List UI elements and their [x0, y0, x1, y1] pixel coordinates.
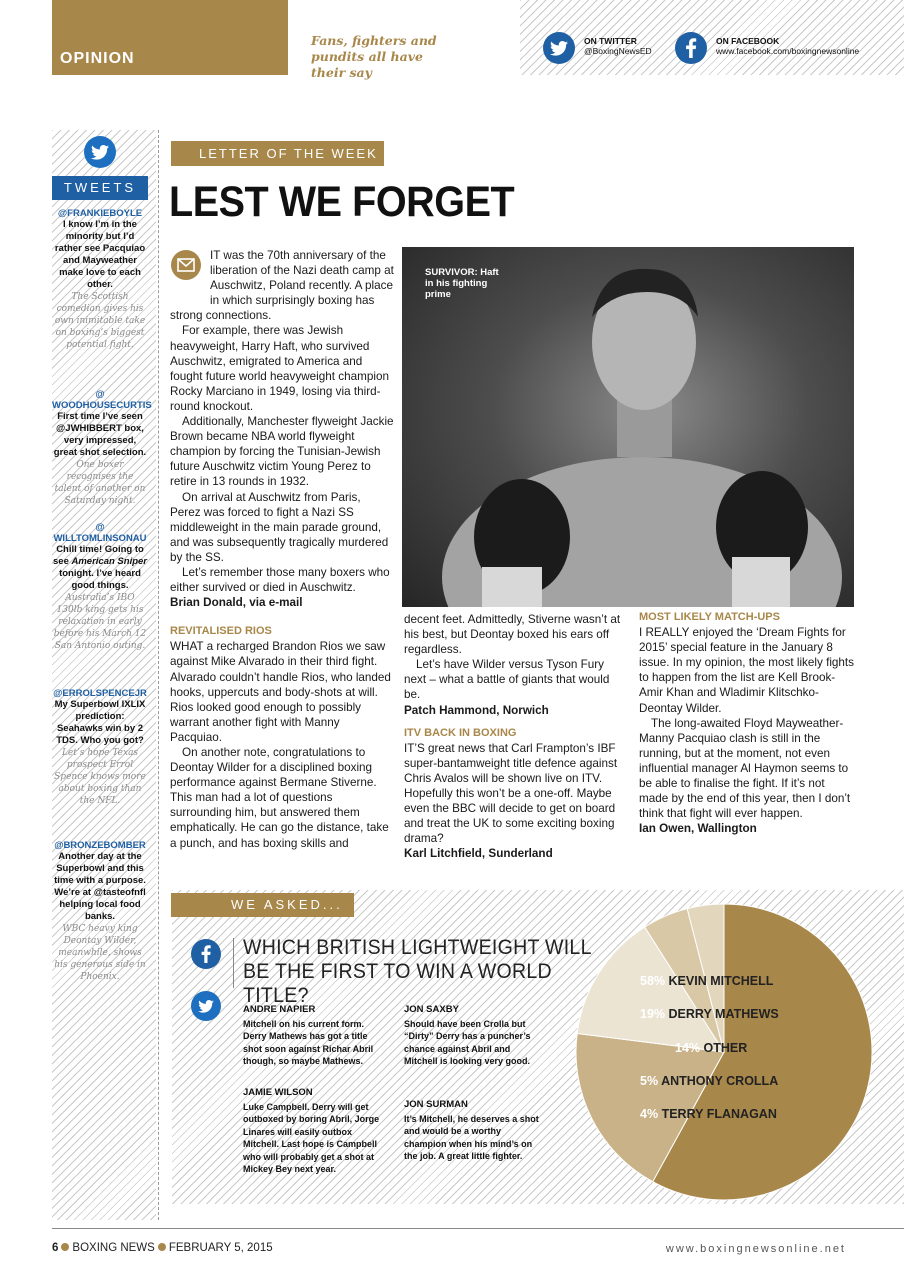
twitter-title: ON TWITTER	[584, 36, 637, 46]
tweet-note: Australia’s IBO 130lb king gets his relaxation in early before his March 12 San Antonio outing.	[53, 593, 147, 651]
letter-paragraph: Let’s remember those many boxers who either survived or died in Auschwitz.	[170, 565, 390, 595]
poll-percent: 5%	[640, 1074, 659, 1088]
letter-paragraph: decent feet. Admittedly, Stiverne wasn’t at his best, but Deontay boxed his ears off regardless.	[404, 613, 621, 657]
tweet-note: WBC heavy king Deontay Wilder, meanwhile, shows his generous side in Phoenix.	[54, 924, 146, 982]
facebook-badge[interactable]	[675, 32, 707, 64]
poll-answer	[404, 1099, 544, 1163]
publication-name: BOXING NEWS	[72, 1242, 155, 1254]
poll-question: WHICH BRITISH LIGHTWEIGHT WILL BE THE FIRST TO WIN A WORLD TITLE?	[243, 936, 591, 1007]
letter-paragraph: Let’s have Wilder versus Tyson Fury next – what a battle of giants that would be.	[404, 658, 610, 702]
poll-question-rule	[233, 938, 234, 988]
letter-paragraph: I REALLY enjoyed the ‘Dream Fights for 2015’ special feature in the January 8 issue. In my opinion, the most likely fights to happen from the list are Kell Brook-Amir Khan and Wladimir Klitschko-Deontay Wilder.	[639, 626, 855, 715]
tweet-card	[52, 522, 148, 652]
section-heading: MOST LIKELY MATCH-UPS	[639, 611, 780, 623]
tweet-text: I know I’m in the minority but I’d rather see Pacquiao and Mayweather make love to each other.	[54, 219, 146, 290]
poll-percent: 4%	[640, 1107, 659, 1121]
facebook-icon	[675, 32, 707, 64]
letter-paragraph: The long-awaited Floyd Mayweather-Manny Pacquiao clash is still in the running, but at the moment, not even influential manager Al Haymon seems to be able to finalise the fight. If it’s not made by the end of this year, then I don’t think that fight will ever happen.	[639, 716, 851, 821]
poll-answer-name: JON SAXBY	[404, 1004, 459, 1015]
poll-legend-row	[636, 1103, 796, 1125]
poll-percent: 14%	[675, 1041, 701, 1055]
footer-dot	[158, 1243, 166, 1251]
footer-rule	[52, 1228, 904, 1229]
tweet-text: My Superbowl IXLIX prediction: Seahawks win by 2 TDS. Who you got?	[54, 699, 146, 746]
tweet-card	[52, 840, 148, 983]
tweet-text-film: American Sniper	[71, 556, 147, 567]
poll-candidate: OTHER	[703, 1041, 748, 1055]
section-heading: ITV BACK IN BOXING	[404, 726, 517, 739]
letter-signature: Brian Donald, via e-mail	[170, 596, 303, 610]
tweet-text: Another day at the Superbowl and this time with a purpose. We’re at @tasteofnfl helping local food banks.	[54, 851, 146, 922]
photo-caption: SURVIVOR: Haft in his fighting prime	[425, 267, 499, 300]
poll-answer-name: JAMIE WILSON	[243, 1087, 313, 1098]
poll-legend-row	[671, 1037, 831, 1059]
tweet-note: Let’s hope Texas prospect Errol Spence knows more about boxing than the NFL.	[54, 748, 146, 806]
poll-percent: 19%	[640, 1007, 666, 1021]
letter-paragraph: Additionally, Manchester flyweight Jackie Brown became NBA world flyweight champion by forcing the Tunisian-Jewish future Auschwitz victim Young Perez to retire in 13 rounds in 1932.	[170, 415, 394, 489]
boxer-silhouette	[402, 247, 854, 607]
tweet-text: First time I’ve seen @JWHIBBERT box, very impressed, great shot selection.	[53, 411, 147, 458]
poll-answer	[404, 1004, 544, 1068]
section-heading: REVITALISED RIOS	[170, 625, 272, 638]
tweet-handle[interactable]: @ WILLTOMLINSONAU	[53, 522, 147, 544]
sidebar-twitter-icon-wrap	[84, 136, 116, 168]
letter-column	[170, 248, 394, 851]
letter-of-week-tab: LETTER OF THE WEEK	[171, 141, 384, 166]
tweet-note: The Scottish comedian gives his own inimitable take on boxing’s biggest potential fight.	[54, 292, 146, 350]
poll-answer-name: ANDRE NAPIER	[243, 1004, 316, 1015]
tweet-note: One boxer recognises the talent of another on Saturday night.	[54, 460, 146, 506]
tweet-text-post: tonight. I’ve heard good things.	[59, 568, 141, 591]
twitter-badge[interactable]	[543, 32, 575, 64]
tweet-handle[interactable]: @ERROLSPENCEJR	[53, 688, 147, 699]
tweet-handle[interactable]: @ WOODHOUSECURTIS	[52, 389, 152, 411]
section-tagline: Fans, fighters and pundits all have their say	[311, 33, 437, 80]
poll-answer-text: It’s Mitchell, he deserves a shot and would be a worthy champion when his mind’s on the job. A great little fighter.	[404, 1113, 539, 1161]
facebook-icon	[191, 939, 221, 969]
letter-paragraph: On arrival at Auschwitz from Paris, Perez was forced to fight a Nazi SS middleweight in the main parade ground, and was subsequently tragically murdered by the SS.	[170, 490, 389, 564]
sidebar-divider	[158, 130, 159, 1220]
facebook-title: ON FACEBOOK	[716, 36, 780, 46]
poll-candidate: DERRY MATHEWS	[668, 1007, 779, 1021]
poll-answer-text: Luke Campbell. Derry will get outboxed by boring Abril, Jorge Linares will easily outbox Mitchell. Last hope is Campbell who will probably get a shot at Mickey Bey next year.	[243, 1101, 380, 1174]
issue-date: FEBRUARY 5, 2015	[168, 1242, 273, 1254]
letter-paragraph: IT’S great news that Carl Frampton’s IBF super-bantamweight title defence against Chris Avalos will be shown live on ITV. Hopefully this won’t be a one-off. Maybe even the BBC will decide to get on board and treat the UK to some exciting boxing drama?	[404, 741, 618, 846]
poll-twitter-badge	[191, 991, 221, 1021]
twitter-handle[interactable]: @BoxingNewsED	[584, 46, 652, 56]
poll-legend-row	[636, 970, 796, 992]
boxer-photo	[402, 247, 854, 607]
footer-folio	[52, 1242, 273, 1254]
letter-signature: Patch Hammond, Norwich	[404, 703, 549, 717]
section-label: OPINION	[60, 50, 135, 67]
letter-signature: Karl Litchfield, Sunderland	[404, 847, 553, 861]
tweet-handle[interactable]: @BRONZEBOMBER	[54, 840, 146, 851]
tweet-handle[interactable]: @FRANKIEBOYLE	[57, 208, 143, 219]
poll-candidate: TERRY FLANAGAN	[661, 1107, 777, 1121]
twitter-icon	[191, 991, 221, 1021]
tweets-header: TWEETS	[52, 176, 148, 200]
poll-percent: 58%	[640, 974, 666, 988]
letter-paragraph: IT was the 70th anniversary of the liberation of the Nazi death camp at Auschwitz, Poland recently. A place in which surprisingly boxing has strong connections.	[170, 249, 394, 323]
letter-signature: Ian Owen, Wallington	[639, 822, 757, 836]
tweet-card	[52, 389, 152, 507]
dropcap-spacer	[170, 248, 210, 294]
tweet-card	[52, 688, 148, 807]
tweet-text-pre: Chill time! Going to see	[53, 544, 144, 567]
poll-legend-row	[636, 1070, 796, 1092]
twitter-icon	[543, 32, 575, 64]
poll-candidate: ANTHONY CROLLA	[661, 1074, 779, 1088]
poll-answer	[243, 1004, 383, 1068]
tweet-card	[52, 208, 148, 351]
facebook-handle[interactable]: www.facebook.com/boxingnewsonline	[716, 46, 860, 56]
we-asked-tab: WE ASKED...	[171, 893, 354, 917]
poll-legend-row	[636, 1003, 796, 1025]
poll-candidate: KEVIN MITCHELL	[668, 974, 774, 988]
footer-url[interactable]: www.boxingnewsonline.net	[665, 1243, 846, 1255]
letter-paragraph: On another note, congratulations to Deontay Wilder for a disciplined boxing performance against Bermane Stiverne. This man had a lot of questions surrounding him, but answered them emphatically. He can go the distance, take a punch, and has boxing skills and	[170, 746, 389, 850]
tweet-text	[52, 544, 148, 592]
poll-answer-text: Should have been Crolla but “Dirty” Derry has a puncher’s chance against Abril and Mitchell is looking very good.	[404, 1018, 531, 1066]
page-number: 6	[52, 1242, 59, 1254]
letter-paragraph: For example, there was Jewish heavyweight, Harry Haft, who survived Auschwitz, emigrated to America and fought future world heavyweight champion Rocky Marciano in 1949, losing via third-round knockout.	[170, 324, 389, 413]
poll-facebook-badge	[191, 939, 221, 969]
middle-column	[404, 612, 628, 862]
right-column	[639, 610, 854, 836]
poll-answer-text: Mitchell on his current form. Derry Mathews has got a title shot soon against Richar Abril though, so maybe Mathews.	[243, 1018, 374, 1066]
twitter-icon	[84, 136, 116, 168]
letter-paragraph: WHAT a recharged Brandon Rios we saw against Mike Alvarado in their third fight. Alvarado couldn’t handle Rios, who landed hooks, uppercuts and body-shots at will. Rios looked good enough to possibly warrant another fight with Manny Pacquiao.	[170, 640, 391, 744]
poll-answer	[243, 1087, 383, 1176]
poll-answer-name: JON SURMAN	[404, 1099, 468, 1110]
headline: LEST WE FORGET	[169, 178, 515, 226]
footer-dot	[61, 1243, 69, 1251]
